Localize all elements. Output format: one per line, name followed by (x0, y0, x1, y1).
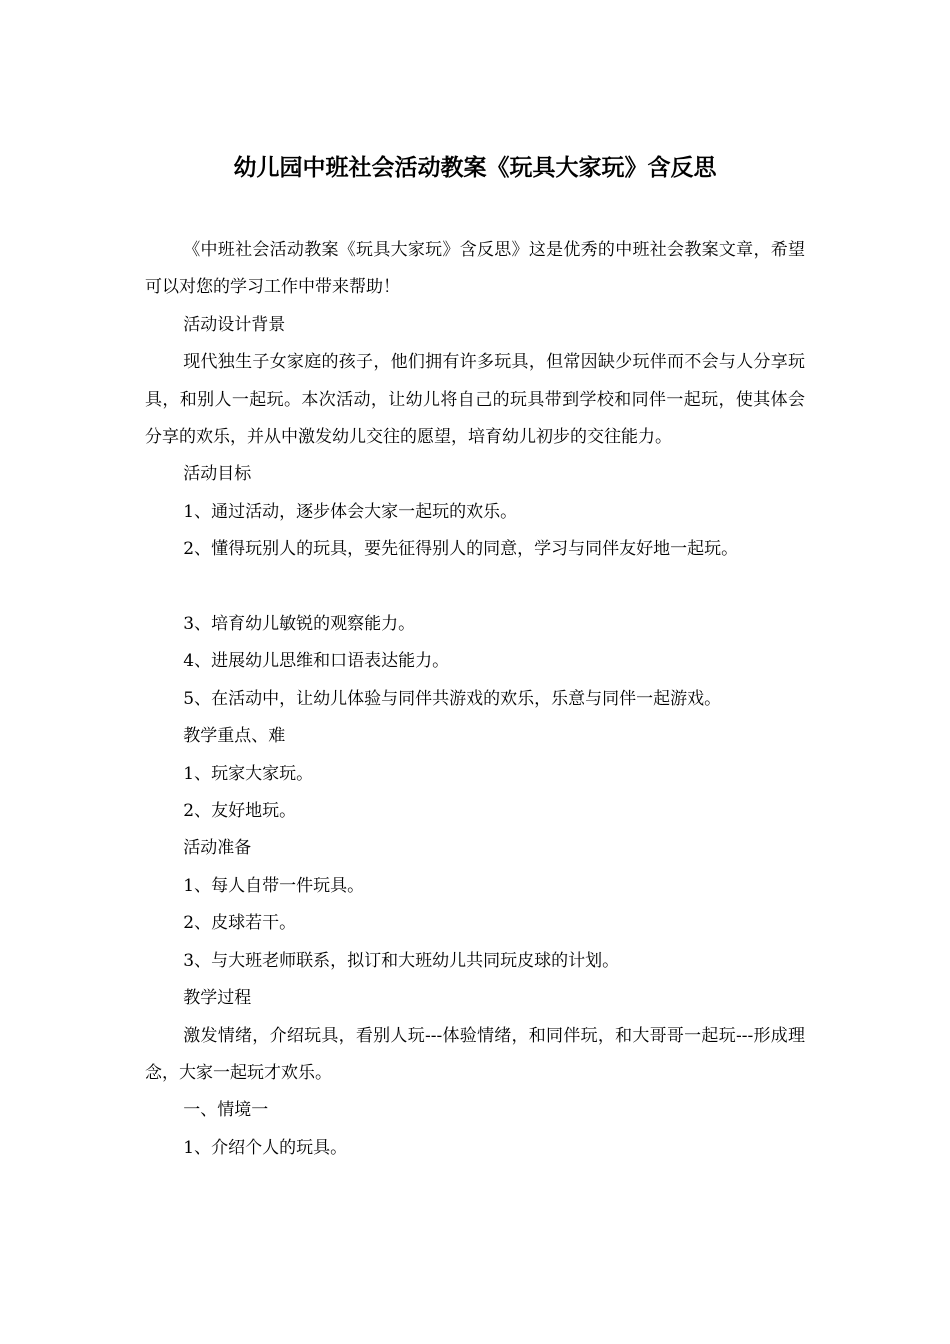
key-point-1: 1、玩家大家玩。 (183, 763, 314, 784)
goal-item-1: 1、通过活动，逐步体会大家一起玩的欢乐。 (183, 501, 518, 522)
section-heading-process: 教学过程 (183, 988, 252, 1009)
goal-item-4: 4、进展幼儿思维和口语表达能力。 (183, 651, 450, 672)
goal-item-5: 5、在活动中，让幼儿体验与同伴共游戏的欢乐，乐意与同伴一起游戏。 (183, 688, 722, 709)
section-heading-goals: 活动目标 (183, 464, 252, 485)
preparation-item-2: 2、皮球若干。 (183, 913, 297, 934)
section-heading-background: 活动设计背景 (183, 314, 286, 335)
scenario-heading-1: 一、情境一 (183, 1100, 269, 1121)
goal-item-2: 2、懂得玩别人的玩具，要先征得别人的同意，学习与同伴友好地一起玩。 (183, 539, 739, 560)
intro-paragraph: 《中班社会活动教案《玩具大家玩》含反思》这是优秀的中班社会教案文章，希望可以对您的学习工作中带来帮助！ (145, 240, 805, 298)
scenario-step-1: 1、介绍个人的玩具。 (183, 1137, 348, 1158)
background-paragraph: 现代独生子女家庭的孩子，他们拥有许多玩具，但常因缺少玩伴而不会与人分享玩具，和别人一起玩。本次活动，让幼儿将自己的玩具带到学校和同伴一起玩，使其体会分享的欢乐，并从中激发幼儿交往的愿望，培育幼儿初步的交往能力。 (145, 352, 805, 448)
preparation-item-3: 3、与大班老师联系，拟订和大班幼儿共同玩皮球的计划。 (183, 950, 620, 971)
process-summary-paragraph: 激发情绪，介绍玩具，看别人玩---体验情绪，和同伴玩，和大哥哥一起玩---形成理念，大家一起玩才欢乐。 (145, 1025, 805, 1083)
preparation-item-1: 1、每人自带一件玩具。 (183, 875, 365, 896)
document-body (145, 232, 805, 1167)
key-point-2: 2、友好地玩。 (183, 801, 297, 822)
goal-item-3: 3、培育幼儿敏锐的观察能力。 (183, 614, 416, 635)
document-title: 幼儿园中班社会活动教案《玩具大家玩》含反思 (233, 155, 717, 181)
section-heading-key-points: 教学重点、难 (183, 726, 286, 747)
section-heading-preparation: 活动准备 (183, 838, 252, 859)
